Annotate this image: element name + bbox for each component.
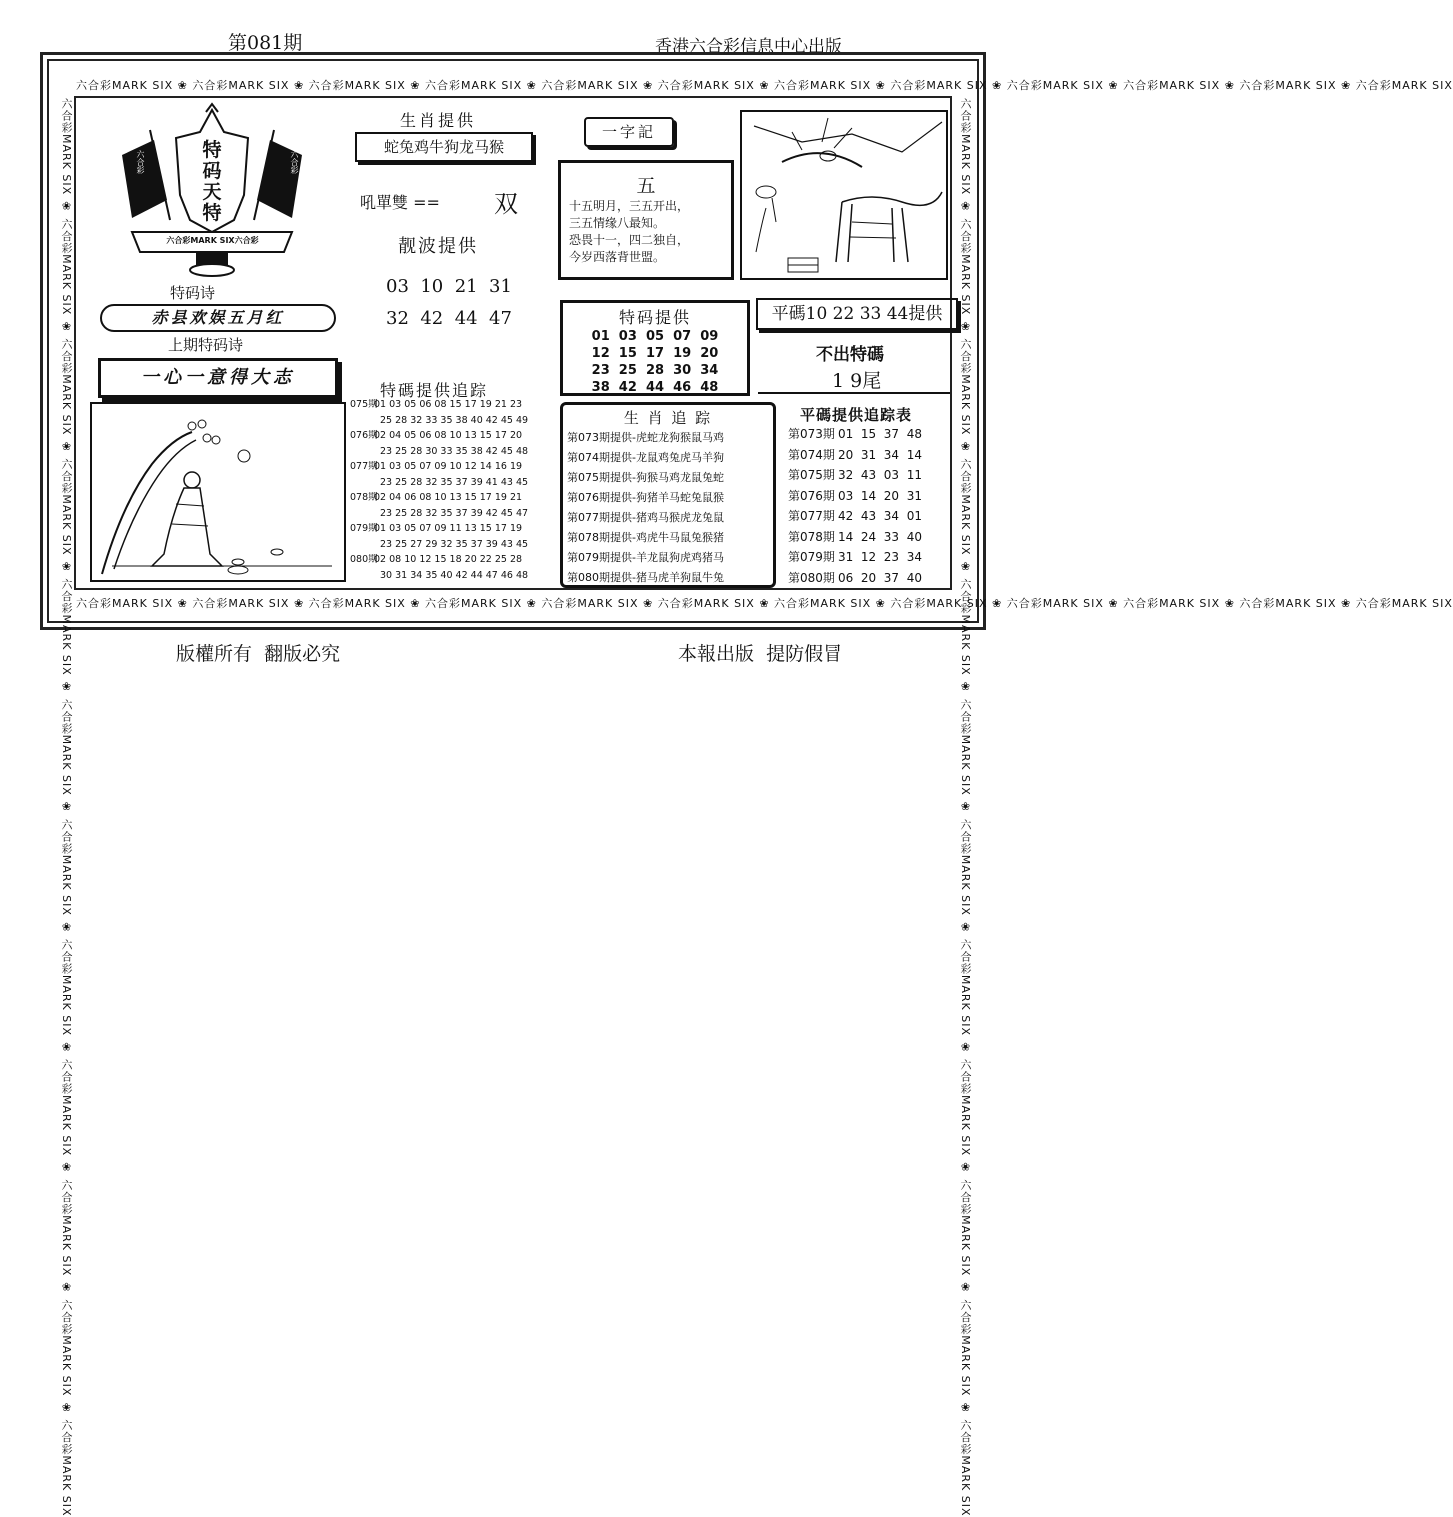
border-band-text: 六合彩MARK SIX ❀ 六合彩MARK SIX ❀ 六合彩MARK SIX ❀ 六合彩MARK SIX ❀ 六合彩MARK SIX ❀ 六合彩MARK SIX ❀ 六合彩MARK SIX ❀ 六合彩MARK SIX ❀ 六合彩MARK SIX ❀ 六合彩MARK SIX ❀ 六合彩MARK SIX ❀ 六合彩MARK SIX xyxy=(76,79,1453,92)
right-flag-text: 六合彩 xyxy=(290,150,299,174)
special-track-period: 075期 xyxy=(350,399,378,410)
flat-track-period: 第076期 xyxy=(788,488,835,503)
flat-track-row xyxy=(788,424,948,445)
special-track-period: 076期 xyxy=(350,430,378,441)
flat-track-numbers: 31 12 23 34 xyxy=(838,550,922,564)
zodiac-track-row: 第075期提供-狗猴马鸡龙鼠兔蛇 xyxy=(567,471,724,484)
issue-number: 第081期 xyxy=(228,32,303,54)
special-code-row: 01 03 05 07 09 xyxy=(591,329,719,344)
one-char-line: 三五情缘八最知。 xyxy=(569,216,666,230)
special-track-row-cont: 30 31 34 35 40 42 44 47 46 48 xyxy=(380,569,529,581)
flat-track-numbers: 32 43 03 11 xyxy=(838,468,922,482)
special-code-box xyxy=(560,300,750,396)
odd-even-label: 吼單雙 == xyxy=(360,193,440,212)
special-track-period: 078期 xyxy=(350,492,378,503)
one-char-title: 一字記 xyxy=(584,117,674,147)
flat-track-row xyxy=(788,547,948,568)
flat-track-period: 第080期 xyxy=(788,570,835,585)
border-band-text: 六合彩MARK SIX ❀ 六合彩MARK SIX ❀ 六合彩MARK SIX ❀ 六合彩MARK SIX ❀ 六合彩MARK SIX ❀ 六合彩MARK SIX ❀ 六合彩MARK SIX ❀ 六合彩MARK SIX ❀ 六合彩MARK SIX ❀ 六合彩MARK SIX ❀ 六合彩MARK SIX ❀ 六合彩MARK SIX xyxy=(60,98,73,1517)
special-track-numbers: 02 04 05 06 08 10 13 15 17 20 xyxy=(374,430,523,441)
one-char-value: 五 xyxy=(636,175,656,197)
one-char-line: 今岁西落背世盟。 xyxy=(569,250,666,264)
flat-track-period: 第078期 xyxy=(788,529,835,544)
zodiac-track-row: 第077期提供-猪鸡马猴虎龙兔鼠 xyxy=(567,511,724,524)
divider xyxy=(758,392,950,394)
logo-char-4: 特 xyxy=(202,202,222,224)
zodiac-provide-title: 生肖提供 xyxy=(400,111,477,130)
bird-cat-illustration xyxy=(740,110,948,280)
flat-track-numbers: 06 20 37 40 xyxy=(838,570,922,585)
special-track-row xyxy=(350,428,550,444)
zodiac-track-row: 第074期提供-龙鼠鸡兔虎马羊狗 xyxy=(567,451,724,464)
special-track-row xyxy=(350,490,550,506)
flat-track-row xyxy=(788,486,948,507)
one-char-poem xyxy=(561,198,731,266)
logo-char-1: 特 xyxy=(202,139,222,161)
special-track-numbers: 01 03 05 07 09 11 13 15 17 19 xyxy=(374,523,523,534)
border-band-text: 六合彩MARK SIX ❀ 六合彩MARK SIX ❀ 六合彩MARK SIX ❀ 六合彩MARK SIX ❀ 六合彩MARK SIX ❀ 六合彩MARK SIX ❀ 六合彩MARK SIX ❀ 六合彩MARK SIX ❀ 六合彩MARK SIX ❀ 六合彩MARK SIX ❀ 六合彩MARK SIX ❀ 六合彩MARK SIX xyxy=(959,98,972,1517)
special-track-row-cont: 23 25 27 29 32 35 37 39 43 45 xyxy=(380,538,529,550)
zodiac-track-row: 第076期提供-狗猪羊马蛇兔鼠猴 xyxy=(567,491,724,504)
flat-track-numbers: 01 15 37 48 xyxy=(838,427,922,441)
special-poem-text: 赤县欢娱五月红 xyxy=(100,304,336,332)
special-track-numbers: 01 03 05 07 09 10 12 14 16 19 xyxy=(374,461,523,472)
special-track-period: 080期 xyxy=(350,554,378,565)
flat-track-period: 第074期 xyxy=(788,447,835,462)
flat-track-numbers: 42 43 34 01 xyxy=(838,509,922,523)
logo-char-2: 码 xyxy=(202,160,222,182)
logo-title xyxy=(197,140,227,224)
special-track-period: 077期 xyxy=(350,461,378,472)
tail-value: 1 9尾 xyxy=(832,370,882,392)
monk-illustration xyxy=(90,402,346,582)
no-special-label: 不出特碼 xyxy=(816,345,884,365)
flat-track-row xyxy=(788,506,948,527)
special-track-title: 特碼提供追踪 xyxy=(380,381,489,400)
flat-track-row xyxy=(788,465,948,486)
color-wave-row-1: 03 10 21 31 xyxy=(386,276,512,297)
border-band-text: 六合彩MARK SIX ❀ 六合彩MARK SIX ❀ 六合彩MARK SIX ❀ 六合彩MARK SIX ❀ 六合彩MARK SIX ❀ 六合彩MARK SIX ❀ 六合彩MARK SIX ❀ 六合彩MARK SIX ❀ 六合彩MARK SIX ❀ 六合彩MARK SIX ❀ 六合彩MARK SIX ❀ 六合彩MARK SIX xyxy=(76,597,1453,610)
bottom-border-band xyxy=(76,594,1453,614)
right-border-band xyxy=(955,98,973,1517)
logo-char-3: 天 xyxy=(202,181,222,203)
left-flag-text: 六合彩 xyxy=(136,150,145,174)
flat-track-period: 第079期 xyxy=(788,550,835,564)
zodiac-track-box xyxy=(560,402,776,588)
anti-fake-text: 本報出版 提防假冒 xyxy=(678,643,843,665)
zodiac-track-row: 第073期提供-虎蛇龙狗猴鼠马鸡 xyxy=(567,431,724,444)
color-wave-row-2: 32 42 44 47 xyxy=(386,308,512,329)
flat-track-numbers: 03 14 20 31 xyxy=(838,488,922,503)
zodiac-track-title: 生 肖 追 踪 xyxy=(623,409,713,427)
special-track-period: 079期 xyxy=(350,523,378,534)
one-char-line: 十五明月，三五开出， xyxy=(569,199,690,213)
special-track-table xyxy=(350,397,550,583)
flat-track-row xyxy=(788,527,948,548)
flat-track-numbers: 14 24 33 40 xyxy=(838,529,922,544)
special-track-row-cont: 23 25 28 30 33 35 38 42 45 48 xyxy=(380,445,529,457)
color-wave-title: 靓波提供 xyxy=(398,236,478,257)
special-track-row xyxy=(350,459,550,475)
special-track-row-cont: 23 25 28 32 35 37 39 42 45 47 xyxy=(380,507,529,519)
special-code-row: 23 25 28 30 34 xyxy=(591,363,719,378)
special-track-row-cont: 25 28 32 33 35 38 40 42 45 49 xyxy=(380,414,529,426)
flat-track-table xyxy=(788,424,948,588)
special-track-numbers: 02 08 10 12 15 18 20 22 25 28 xyxy=(374,554,523,565)
flat-track-period: 第077期 xyxy=(788,509,835,523)
special-track-numbers: 01 03 05 06 08 15 17 19 21 23 xyxy=(374,399,523,410)
flat-track-row xyxy=(788,568,948,589)
one-char-box xyxy=(558,160,734,280)
special-code-row: 38 42 44 46 48 xyxy=(591,380,719,395)
top-border-band xyxy=(76,76,1453,96)
odd-even-value: 双 xyxy=(494,190,518,218)
special-poem-label: 特码诗 xyxy=(170,284,216,302)
zodiac-provide-value: 蛇兔鸡牛狗龙马猴 xyxy=(355,132,533,162)
logo-ribbon-text: 六合彩MARK SIX六合彩 xyxy=(166,236,259,245)
flat-track-numbers: 20 31 34 14 xyxy=(838,447,922,462)
prev-poem-text: 一心一意得大志 xyxy=(98,358,338,398)
special-code-title: 特码提供 xyxy=(618,308,691,327)
one-char-line: 恐畏十一，四二独自， xyxy=(569,233,690,247)
copyright-text: 版權所有 翻版必究 xyxy=(176,643,341,665)
special-track-row xyxy=(350,521,550,537)
flat-track-period: 第075期 xyxy=(788,468,835,482)
left-border-band xyxy=(56,98,74,1517)
prev-poem-label: 上期特码诗 xyxy=(168,336,244,354)
special-code-row: 12 15 17 19 20 xyxy=(591,346,719,361)
flat-code-provide: 平碼10 22 33 44提供 xyxy=(756,298,958,330)
special-track-row xyxy=(350,397,550,413)
special-track-numbers: 02 04 06 08 10 13 15 17 19 21 xyxy=(374,492,523,503)
flat-track-period: 第073期 xyxy=(788,427,835,441)
flat-track-title: 平碼提供追踪表 xyxy=(800,406,913,424)
zodiac-track-row: 第080期提供-猪马虎羊狗鼠牛兔 xyxy=(567,571,724,584)
special-track-row-cont: 23 25 28 32 35 37 39 41 43 45 xyxy=(380,476,529,488)
zodiac-track-row: 第079期提供-羊龙鼠狗虎鸡猪马 xyxy=(567,551,724,564)
zodiac-track-row: 第078期提供-鸡虎牛马鼠兔猴猪 xyxy=(567,531,724,544)
special-track-row xyxy=(350,552,550,568)
flat-track-row xyxy=(788,445,948,466)
publisher-text: 香港六合彩信息中心出版 xyxy=(655,37,842,57)
